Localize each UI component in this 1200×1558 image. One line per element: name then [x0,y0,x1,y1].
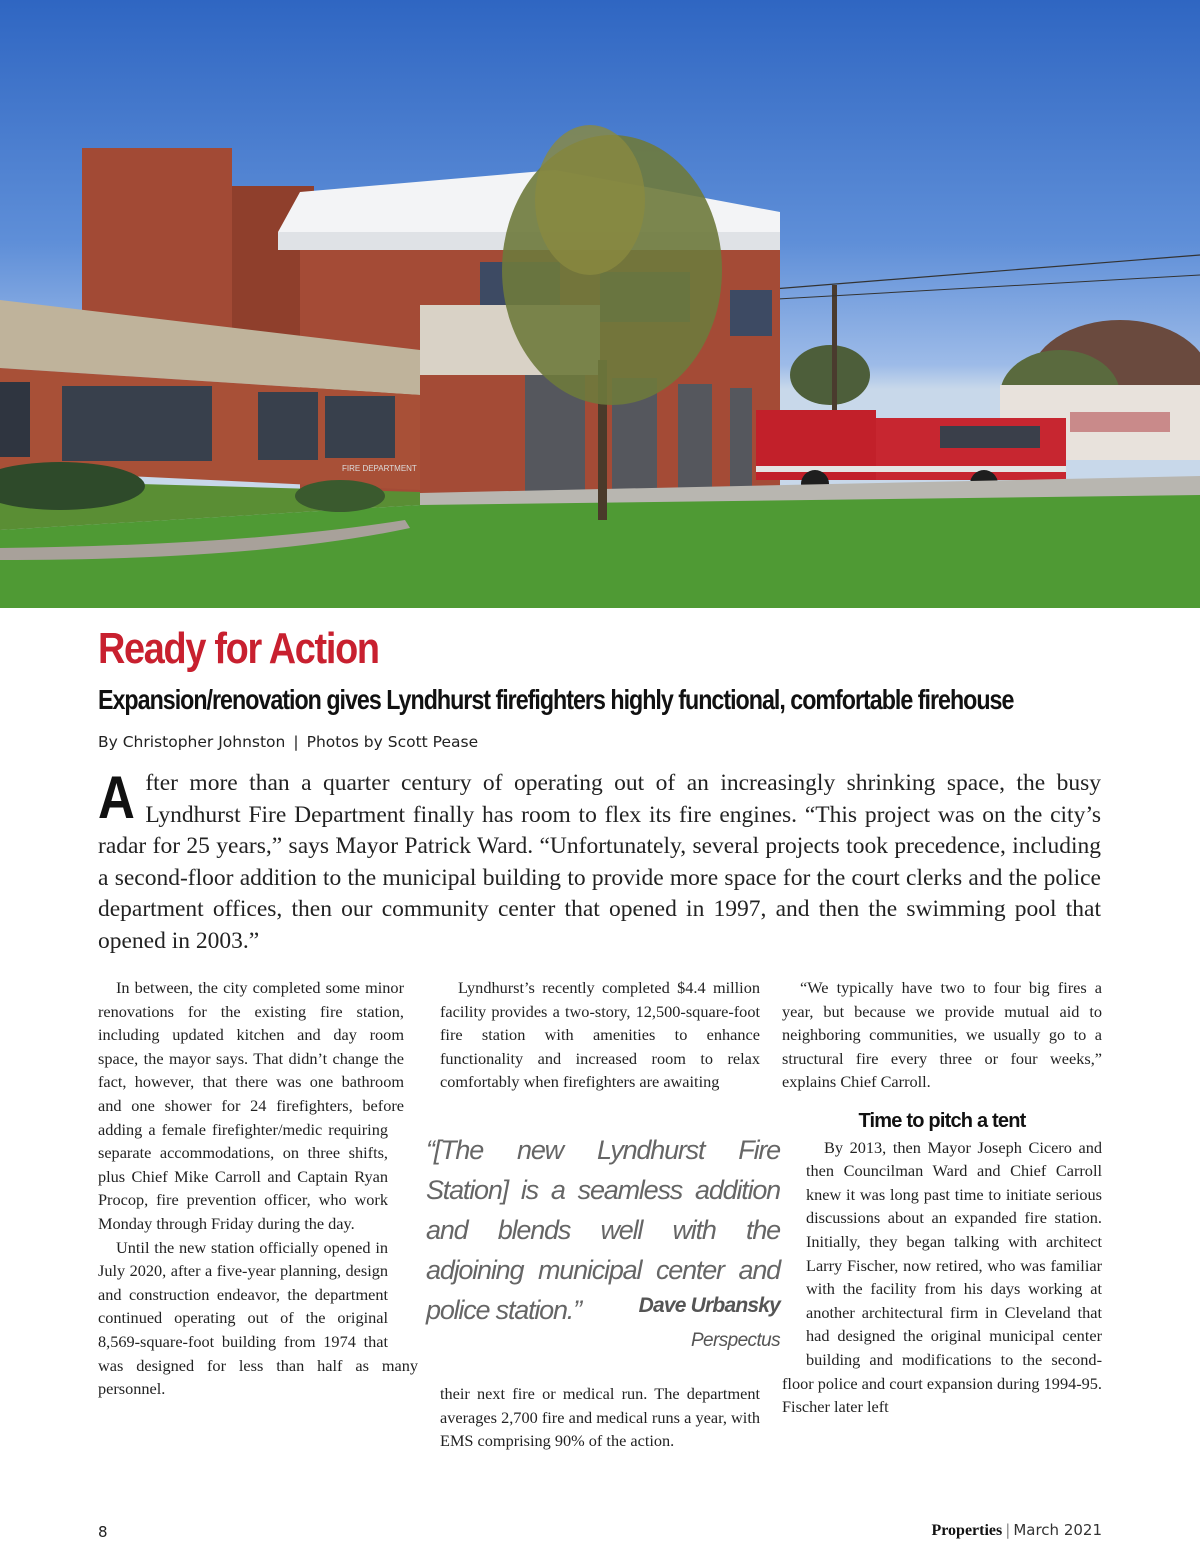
col1-paragraph-1: In between, the city completed some minor renovations for the existing fire station, including updated kitchen and day room space, the mayor says. That didn’t change the fact, however, that there was one bathroom and one shower for 24 firefighters, before adding a female firefighter/medic requiring separate accommodations, on three shifts, plus Chief Mike Carroll and Captain Ryan Procop, fire prevention officer, who work Monday through Friday during the day. [98,978,404,1233]
column-1 [98,976,418,1401]
drop-cap: A [98,764,135,831]
article-title: Ready for Action [98,624,379,673]
pull-quote: “[The new Lyndhurst Fire Station] is a seamless addition and blends well with the adjoining municipal center and police station.” [426,1135,780,1325]
section-subhead: Time to pitch a tent [858,1109,1026,1132]
col2-paragraph-bottom: their next fire or medical run. The department averages 2,700 fire and medical runs a year, with EMS comprising 90% of the action. [440,1384,760,1451]
col1-paragraph-2: Until the new station officially opened in July 2020, after a five-year planning, design and construction endeavor, the department continued operating out of the original 8,569-square-foot building from 1974 that was designed for less than half as many personnel. [98,1237,418,1399]
byline-author: By Christopher Johnston [98,733,286,751]
lead-text: fter more than a quarter century of operating out of an increasingly shrinking space, the busy Lyndhurst Fire Department finally has room to flex its fire engines. “This project was on the city’s radar for 25 years,” says Mayor Patrick Ward. “Unfortunately, several projects took precedence, including a second-floor addition to the municipal building to provide more space for the court clerks and the police department offices, then our community center that opened in 1997, and then the swimming pool that opened in 2003.” [98,770,1101,954]
issue-date: March 2021 [1013,1521,1102,1539]
column-2-continued [440,1382,760,1453]
byline-photos: Photos by Scott Pease [306,733,479,751]
column-3 [782,976,1102,1419]
article-subtitle: Expansion/renovation gives Lyndhurst firefighters highly functional, comfortable firehouse [98,684,1014,715]
footer-masthead: Properties | March 2021 [931,1521,1102,1539]
hero-photo [0,0,1200,608]
byline: By Christopher Johnston | Photos by Scott Pease [98,733,479,751]
col3-paragraph-2: By 2013, then Mayor Joseph Cicero and then Councilman Ward and Chief Carroll knew it was long past time to initiate serious discussions about an expanded fire station. Initially, they began talking with architect Larry Fischer, now retired, who was familiar with the facility from his days working at another architectural firm in Cleveland that had designed the original municipal center building and modifications to the second-floor police and court expansion during 1994-95. Fischer later left [782,1137,1102,1417]
firehouse-photo-illustration [0,0,1200,608]
column-2 [440,976,760,1094]
col3-paragraph-1: “We typically have two to four big fires a year, but because we provide mutual aid to neighboring communities, we usually go to a structural fire every three or four weeks,” explains Chief Carroll. [782,978,1102,1092]
pull-quote-attribution-org: Perspectus [690,1330,780,1351]
building-sign-text: FIRE DEPARTMENT [342,464,417,473]
page-number: 8 [98,1523,108,1541]
publication-name: Properties [931,1522,1003,1539]
col2-paragraph-top: Lyndhurst’s recently completed $4.4 million facility provides a two-story, 12,500-square-foot fire station with amenities to enhance functionality and increased room to relax comfortably when firefighters are awaiting [440,978,760,1092]
lead-paragraph [98,764,1101,957]
pull-quote-attribution-name: Dave Urbansky [638,1294,780,1317]
